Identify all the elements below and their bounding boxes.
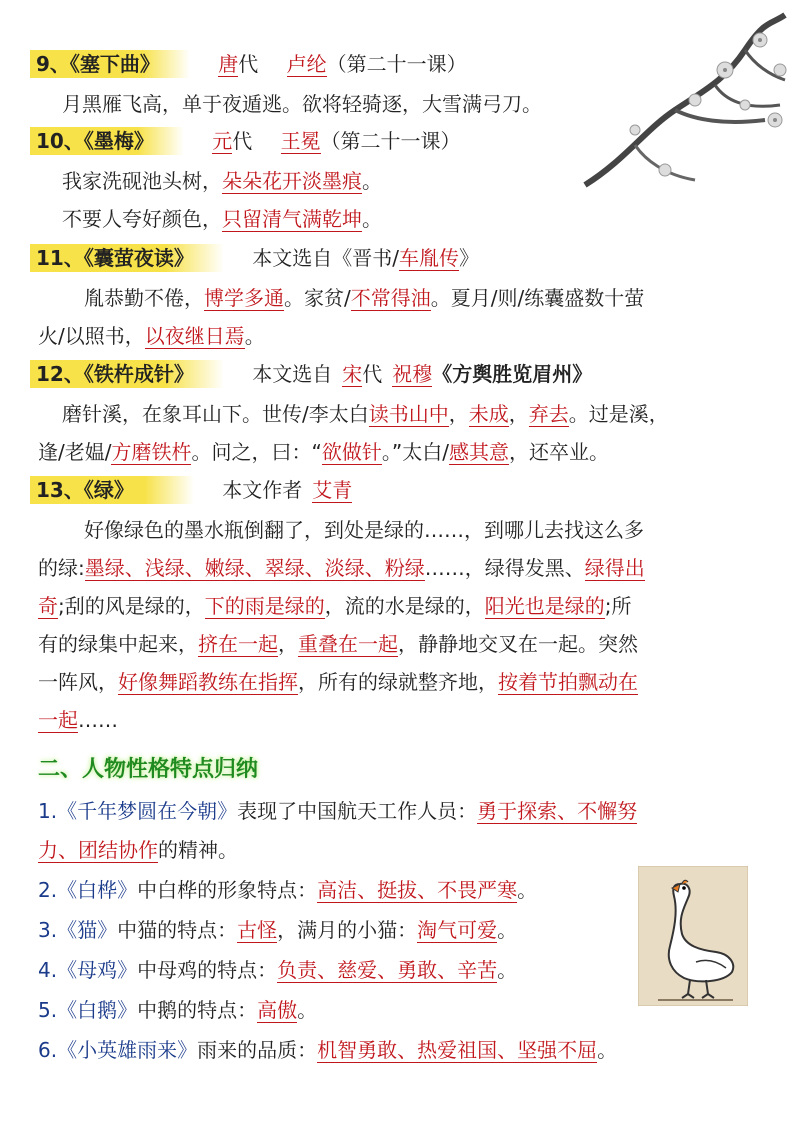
item-title: 《母鸡》 [57, 958, 138, 982]
answer: 高傲 [257, 998, 298, 1022]
item-title: 《小英雄雨来》 [57, 1038, 198, 1062]
text: 雨来的品质： [197, 1038, 318, 1062]
text: 。 [497, 958, 518, 982]
text: ， [448, 402, 469, 426]
item-11-book-close: 》 [458, 246, 479, 270]
answer: 奇 [38, 594, 58, 618]
character-item-2 [38, 874, 537, 903]
item-12-header [30, 358, 592, 387]
text: 。 [244, 324, 265, 348]
goose-illustration-icon [638, 866, 748, 1006]
text: 。夏月/则/练囊盛数十萤 [430, 286, 645, 310]
text: …… [78, 708, 118, 732]
answer: 朵朵花开淡墨痕 [222, 169, 362, 193]
item-12-author: 祝穆 [392, 362, 433, 386]
text: 磨针溪，在象耳山下。世传/李太白 [62, 402, 369, 426]
text: 中白桦的形象特点： [137, 878, 318, 902]
text: ，流的水是绿的， [324, 594, 485, 618]
item-9-author: 卢纶 [286, 52, 327, 76]
text: 。”太白/ [381, 440, 449, 464]
text: 胤恭勤不倦， [84, 286, 204, 310]
item-number: 1. [38, 799, 58, 823]
text: 有的绿集中起来， [38, 632, 198, 656]
item-12-line-2 [38, 436, 609, 465]
answer: 以夜继日焉 [144, 324, 245, 348]
item-number: 6. [38, 1038, 58, 1062]
text: 中鹅的特点： [137, 998, 258, 1022]
text: 的精神。 [158, 838, 238, 862]
item-13-line-6 [38, 704, 118, 733]
item-10-line-1 [62, 165, 382, 194]
answer: 挤在一起 [198, 632, 278, 656]
answer: 未成 [468, 402, 509, 426]
item-13-line-4 [38, 628, 638, 657]
answer: 绿得出 [584, 556, 645, 580]
item-11-title: 11、《囊萤夜读》 [30, 244, 224, 272]
item-number: 5. [38, 998, 58, 1022]
text: ， [508, 402, 529, 426]
item-13-line-1: 好像绿色的墨水瓶倒翻了，到处是绿的……，到哪儿去找这么多 [84, 518, 644, 542]
answer: 阳光也是绿的 [484, 594, 605, 618]
item-title: 《白桦》 [57, 878, 138, 902]
character-item-6 [38, 1034, 617, 1063]
text: ;刮的风是绿的， [58, 594, 205, 618]
item-12-line-1 [62, 398, 669, 427]
answer: 读书山中 [368, 402, 449, 426]
item-13-header [30, 474, 352, 503]
answer: 弃去 [528, 402, 569, 426]
answer: 负责、慈爱、勇敢、辛苦 [277, 958, 498, 982]
item-12-dynasty: 宋 [342, 362, 363, 386]
text: 的绿: [38, 556, 85, 580]
character-item-4 [38, 954, 517, 983]
plum-blossom-branch-icon [575, 10, 790, 200]
item-10-lesson: （第二十一课） [320, 129, 461, 153]
text: 中母鸡的特点： [137, 958, 278, 982]
item-10-header [30, 125, 461, 154]
item-11-line-1 [84, 282, 644, 311]
item-12-source-prefix: 本文选自 [252, 362, 333, 386]
answer: 机智勇敢、热爱祖国、坚强不屈 [317, 1038, 598, 1062]
item-12-title: 12、《铁杵成针》 [30, 360, 224, 388]
text: 。 [517, 878, 538, 902]
character-item-1 [38, 795, 637, 824]
text: 。 [497, 918, 518, 942]
text: ……，绿得发黑、 [424, 556, 585, 580]
text: 火/以照书， [38, 324, 145, 348]
item-11-book: 《晋书/ [332, 246, 399, 270]
character-item-1-cont [38, 834, 238, 863]
answer: 重叠在一起 [298, 632, 398, 656]
item-13-line-5 [38, 666, 638, 695]
item-10-author: 王冕 [280, 129, 321, 153]
answer: 勇于探索、不懈努 [477, 799, 638, 823]
item-11-line-2 [38, 320, 265, 349]
item-13-title: 13、《绿》 [30, 476, 194, 504]
item-9-lesson: （第二十一课） [326, 52, 467, 76]
answer: 高洁、挺拔、不畏严寒 [317, 878, 518, 902]
item-11-chapter: 车胤传 [398, 246, 459, 270]
text: 。 [297, 998, 318, 1022]
text: 。过是溪， [568, 402, 669, 426]
character-item-3 [38, 914, 517, 943]
item-13-line-3 [38, 590, 632, 619]
text: 。 [362, 169, 382, 193]
answer: 不常得油 [350, 286, 431, 310]
answer: 好像舞蹈教练在指挥 [118, 670, 298, 694]
text: 中猫的特点： [117, 918, 238, 942]
answer: 方磨铁杵 [111, 440, 192, 464]
answer: 淘气可爱 [417, 918, 498, 942]
answer: 墨绿、浅绿、嫩绿、翠绿、淡绿、粉绿 [84, 556, 425, 580]
text: 不要人夸好颜色， [62, 207, 222, 231]
item-10-line-2 [62, 203, 382, 232]
item-title: 《白鹅》 [57, 998, 138, 1022]
item-13-author-prefix: 本文作者 [222, 478, 303, 502]
section-2-heading: 二、人物性格特点归纳 [38, 757, 259, 782]
answer: 按着节拍飘动在 [498, 670, 638, 694]
answer: 一起 [38, 708, 78, 732]
item-9-dynasty-suffix: 代 [238, 52, 259, 76]
answer: 博学多通 [204, 286, 284, 310]
item-9-title: 9、《塞下曲》 [30, 50, 190, 78]
text: 表现了中国航天工作人员： [237, 799, 478, 823]
answer: 欲做针 [321, 440, 382, 464]
text: 。家贫/ [284, 286, 351, 310]
item-13-line-2 [38, 552, 645, 581]
text: ，所有的绿就整齐地， [298, 670, 498, 694]
text: ，静静地交叉在一起。突然 [398, 632, 638, 656]
item-9-text: 月黑雁飞高，单于夜遁逃。欲将轻骑逐，大雪满弓刀。 [62, 92, 542, 116]
text: ，满月的小猫： [277, 918, 418, 942]
text: 我家洗砚池头树， [62, 169, 222, 193]
item-10-dynasty: 元 [212, 129, 233, 153]
item-13-author: 艾青 [312, 478, 353, 502]
item-title: 《千年梦圆在今朝》 [57, 799, 238, 823]
answer: 下的雨是绿的 [204, 594, 325, 618]
item-9-dynasty: 唐 [218, 52, 239, 76]
text: 。 [597, 1038, 618, 1062]
answer: 力、团结协作 [38, 838, 158, 862]
item-11-source-prefix: 本文选自 [252, 246, 333, 270]
answer: 古怪 [237, 918, 278, 942]
item-10-dynasty-suffix: 代 [232, 129, 253, 153]
item-title: 《猫》 [57, 918, 118, 942]
item-12-dynasty-suffix: 代 [362, 362, 383, 386]
item-9-header [30, 48, 467, 77]
text: ;所 [604, 594, 632, 618]
text: 。问之，曰：“ [191, 440, 322, 464]
text: ， [278, 632, 298, 656]
character-item-5 [38, 994, 317, 1023]
item-11-header [30, 242, 479, 271]
item-number: 2. [38, 878, 58, 902]
text: 逢/老媪/ [38, 440, 112, 464]
answer: 感其意 [448, 440, 509, 464]
answer: 只留清气满乾坤 [222, 207, 362, 231]
text: ，还卒业。 [508, 440, 609, 464]
item-number: 3. [38, 918, 58, 942]
text: 。 [362, 207, 382, 231]
item-10-title: 10、《墨梅》 [30, 127, 184, 155]
item-number: 4. [38, 958, 58, 982]
text: 一阵风， [38, 670, 118, 694]
item-12-book: 《方舆胜览眉州》 [432, 362, 593, 386]
